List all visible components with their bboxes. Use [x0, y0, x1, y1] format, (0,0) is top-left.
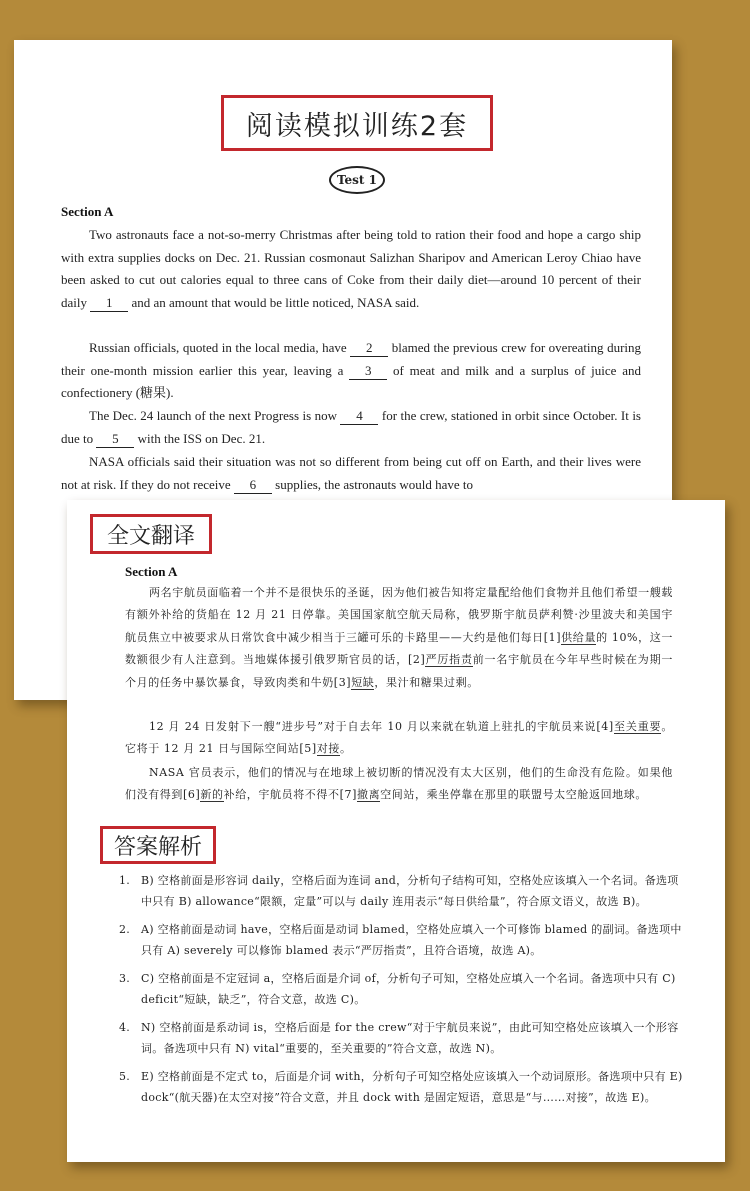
cn1-text-b: 的 10%，这一数额很少有人注意到。当地媒体援引俄罗斯官员的话，[2] [125, 630, 673, 667]
answer-underline-3: 短缺 [351, 675, 375, 689]
translation-paragraph-1 [125, 582, 673, 694]
para2-text-a: Russian officials, quoted in the local media, have [89, 340, 347, 355]
answer-item [115, 1017, 685, 1059]
cn2-text-c: 。 [339, 742, 352, 756]
translation-paragraph-3 [125, 762, 673, 807]
passage-paragraph-1 [61, 224, 641, 314]
cn3-text-c: 空间站，乘坐停靠在那里的联盟号太空舱返回地球。 [380, 788, 647, 802]
answer-underline-4: 至关重要 [613, 720, 662, 733]
para2-text-d: of meat and milk and a surplus of juice and confectionery (糖果). [61, 362, 641, 401]
answer-number: 4. [119, 1021, 131, 1034]
passage-paragraph-3 [61, 405, 641, 450]
translation-sheet [67, 500, 725, 1162]
translation-label: 全文翻译 [90, 514, 212, 554]
answer-item [115, 1066, 685, 1108]
cn2-text-b: 。它将于 12 月 21 日与国际空间站[5] [125, 720, 673, 756]
para3-text-a: The Dec. 24 launch of the next Progress is now [89, 408, 338, 423]
section-a-heading-translation: Section A [125, 564, 178, 579]
answer-text: N) 空格前面是系动词 is，空格后面是 for the crew“对于宇航员来说”，由此可知空格处应该填入一个形容词。备选项中只有 N) vital“重要的，至关重要的”符合文意，故选 N)。 [141, 1021, 679, 1055]
blank-4: 4 [340, 408, 378, 425]
para3-text-d: with the ISS on Dec. 21. [137, 430, 266, 446]
cn3-text-a: NASA 官员表示，他们的情况与在地球上被切断的情况没有太大区别，他们的生命没有危险。如果他们没有得到[6] [125, 766, 673, 802]
answer-underline-2: 严厉指责 [425, 653, 473, 667]
answer-list [115, 870, 685, 1115]
answer-number: 1. [119, 874, 131, 887]
answer-number: 2. [119, 923, 131, 936]
blank-3: 3 [349, 363, 387, 380]
para2-text-c: blamed the previous crew for overeating during their one-month mission earlier this year, leaving a [61, 340, 642, 378]
answer-underline-6: 新的 [200, 788, 224, 802]
answer-item [115, 919, 685, 961]
answer-text: A) 空格前面是动词 have，空格后面是动词 blamed，空格处应填入一个可修饰 blamed 的副词。备选项中只有 A) severely 可以修饰 blamed 表示“严厉指责”，且符合语境，故选 A)。 [141, 923, 682, 957]
cn3-text-b: 补给，宇航员将不得不[7] [223, 788, 357, 802]
answer-text: C) 空格前面是不定冠词 a，空格后面是介词 of，分析句子可知，空格处应填入一个名词。备选项中只有 C) deficit“短缺，缺乏”，符合文意，故选 C)。 [141, 972, 676, 1006]
page-title: 阅读模拟训练2套 [221, 95, 493, 151]
test-badge: Test 1 [329, 166, 385, 194]
passage-paragraph-2 [61, 337, 641, 405]
cn1-text-a: 两名宇航员面临着一个并不是很快乐的圣诞，因为他们被告知将定量配给他们食物并且他们希望一艘载有额外补给的货船在 12 月 21 日停靠。美国国家航空航天局称，俄罗斯宇航员萨利赞·沙里波夫和美国宇航员焦立中被要求从日常饮食中减少相当于三罐可乐的卡路里——大约是他们每日[1] [125, 586, 673, 644]
blank-6: 6 [234, 477, 272, 494]
answer-underline-7: 撤离 [356, 788, 381, 802]
section-a-heading: Section A [61, 204, 114, 219]
cn1-text-c: 前一名宇航员在今年早些时候在为期一个月的任务中暴饮暴食，导致肉类和牛奶[3] [125, 653, 673, 689]
answer-underline-5: 对接 [316, 742, 340, 756]
cn1-text-d: ，果汁和糖果过剩。 [374, 675, 479, 689]
para3-text-c: for the crew, stationed in orbit since October. It is due to [61, 408, 641, 446]
answer-text: E) 空格前面是不定式 to，后面是介词 with，分析句子可知空格处应该填入一个动词原形。备选项中只有 E) dock“(航天器)在太空对接”符合文意，并且 dock with 是固定短语，意思是“与……对接”，故选 E)。 [141, 1070, 683, 1104]
passage-paragraph-4 [61, 451, 641, 496]
answer-underline-1: 供给量 [561, 630, 597, 644]
answer-analysis-label: 答案解析 [100, 826, 216, 864]
para4-text-c: supplies, the astronauts would have to [275, 476, 474, 492]
translation-paragraph-2 [125, 716, 673, 761]
answer-number: 5. [119, 1070, 131, 1083]
para1-text-a: Two astronauts face a not-so-merry Christmas after being told to ration their food and hope a cargo ship with extra supplies docks on Dec. 21. Russian cosmonaut Salizhan Sharipov and American Leroy Chiao have been asked to cut out calories equal to three cans of Coke from their daily diet—around 10 percent of their daily [61, 227, 641, 310]
answer-number: 3. [119, 972, 131, 985]
answer-item [115, 870, 685, 912]
blank-2: 2 [350, 340, 388, 357]
cn2-text-a: 12 月 24 日发射下一艘“进步号”对于自去年 10 月以来就在轨道上驻扎的宇航员来说[4] [149, 720, 614, 733]
answer-text: B) 空格前面是形容词 daily，空格后面为连词 and，分析句子结构可知，空格处应该填入一个名词。备选项中只有 B) allowance“限额，定量”可以与 daily 连用表示“每日供给量”，符合原文语义，故选 B)。 [141, 874, 679, 908]
para1-text-c: and an amount that would be little noticed, NASA said. [131, 294, 420, 310]
blank-1: 1 [90, 295, 128, 312]
answer-item [115, 968, 685, 1010]
para4-text-a: NASA officials said their situation was not so different from being cut off on Earth, and their lives were not at risk. If they do not receive [61, 454, 641, 492]
blank-5: 5 [96, 431, 134, 448]
